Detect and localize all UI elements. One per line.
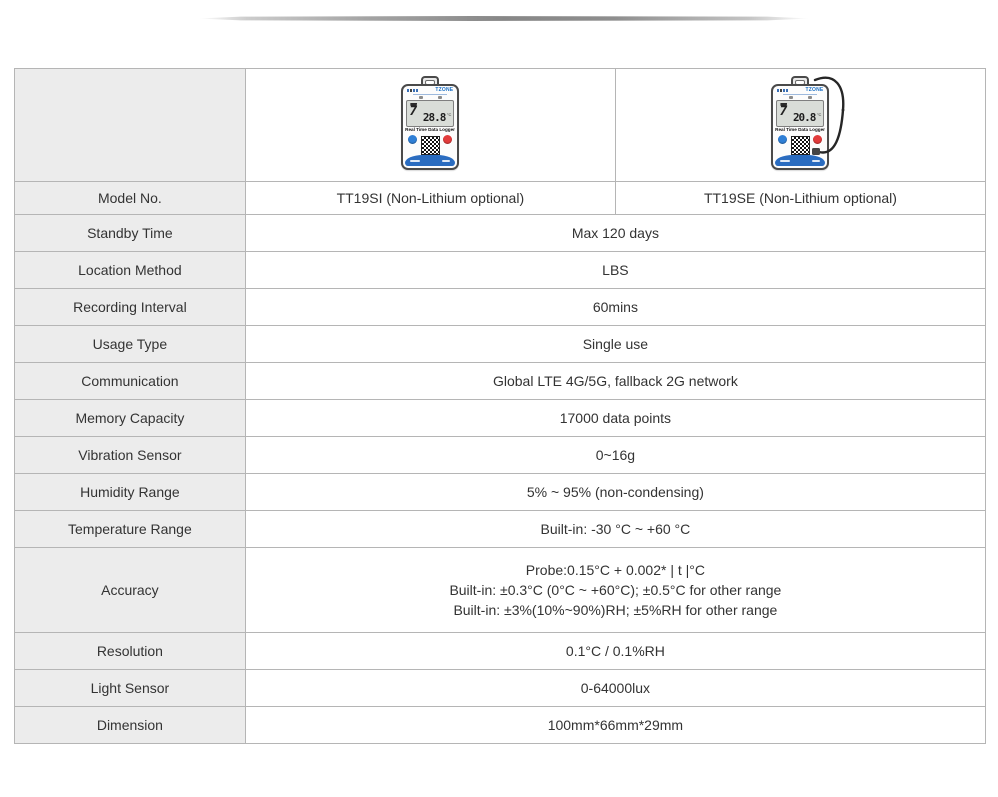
empty-header-cell <box>15 69 246 182</box>
row-label: Communication <box>15 363 246 400</box>
lcd-reading: 20.8 <box>792 111 816 124</box>
lcd-display <box>406 100 454 127</box>
spec-row <box>15 437 986 474</box>
row-value-line: Built-in: ±0.3°C (0°C ~ +60°C); ±0.5°C for other range <box>449 581 782 598</box>
row-label: Standby Time <box>15 215 246 252</box>
lcd-unit: °C <box>816 112 822 118</box>
status-icons <box>777 89 788 92</box>
bottom-label-band <box>775 155 825 166</box>
row-label: Resolution <box>15 633 246 670</box>
row-value: Built-in: -30 °C ~ +60 °C <box>245 511 985 548</box>
qr-code <box>791 136 810 155</box>
row-value: 60mins <box>245 289 985 326</box>
bottom-label-band <box>405 155 455 166</box>
row-value-line: Probe:0.15°C + 0.002* | t |°C <box>525 561 705 578</box>
row-label: Location Method <box>15 252 246 289</box>
lcd-display <box>776 100 824 127</box>
stop-button-icon <box>813 135 822 144</box>
spec-row <box>15 633 986 670</box>
row-value: 5% ~ 95% (non-condensing) <box>245 474 985 511</box>
website-line <box>413 94 447 95</box>
indicator-icons <box>773 96 827 99</box>
product-image-row <box>15 69 986 182</box>
spec-row <box>15 670 986 707</box>
spec-row <box>15 511 986 548</box>
spec-table <box>14 68 986 744</box>
lcd-day-digit: 7 <box>409 104 418 119</box>
row-label: Light Sensor <box>15 670 246 707</box>
spec-row <box>15 252 986 289</box>
row-value: TT19SE (Non-Lithium optional) <box>615 182 985 215</box>
row-value-line: Built-in: ±3%(10%~90%)RH; ±5%RH for other range <box>453 602 778 619</box>
row-label: Model No. <box>15 182 246 215</box>
spec-row <box>15 289 986 326</box>
spec-row <box>15 215 986 252</box>
device-body <box>401 84 459 170</box>
spec-row <box>15 400 986 437</box>
spec-row <box>15 363 986 400</box>
row-value: 17000 data points <box>245 400 985 437</box>
device-caption: Real Time Data Logger <box>775 127 826 133</box>
row-value: 100mm*66mm*29mm <box>245 707 985 744</box>
spec-row <box>15 326 986 363</box>
row-value: 0~16g <box>245 437 985 474</box>
row-label: Dimension <box>15 707 246 744</box>
row-value: Global LTE 4G/5G, fallback 2G network <box>245 363 985 400</box>
row-label: Usage Type <box>15 326 246 363</box>
row-label: Temperature Range <box>15 511 246 548</box>
website-line <box>783 94 817 95</box>
lcd-reading: 28.8 <box>422 111 446 124</box>
start-button-icon <box>408 135 417 144</box>
row-value: 0.1°C / 0.1%RH <box>245 633 985 670</box>
spec-row <box>15 182 986 215</box>
row-label: Memory Capacity <box>15 400 246 437</box>
lcd-day-digit: 7 <box>779 104 788 119</box>
row-value: TT19SI (Non-Lithium optional) <box>245 182 615 215</box>
row-label: Accuracy <box>15 548 246 633</box>
qr-code <box>421 136 440 155</box>
device-caption: Real Time Data Logger <box>405 127 456 133</box>
row-value <box>245 548 985 633</box>
device-image-tt19si <box>395 76 465 174</box>
row-label: Humidity Range <box>15 474 246 511</box>
top-divider-bar <box>198 16 810 21</box>
product-image-cell-tt19si <box>245 69 615 182</box>
lcd-unit: °C <box>446 112 452 118</box>
row-label: Vibration Sensor <box>15 437 246 474</box>
product-image-cell-tt19se <box>615 69 985 182</box>
row-value: LBS <box>245 252 985 289</box>
stop-button-icon <box>443 135 452 144</box>
spec-row <box>15 474 986 511</box>
device-body <box>771 84 829 170</box>
brand-logo: TZONE <box>805 87 824 93</box>
status-icons <box>407 89 418 92</box>
spec-row <box>15 548 986 633</box>
spec-row <box>15 707 986 744</box>
indicator-icons <box>403 96 457 99</box>
brand-logo: TZONE <box>435 87 454 93</box>
row-value: Max 120 days <box>245 215 985 252</box>
row-label: Recording Interval <box>15 289 246 326</box>
row-value: 0-64000lux <box>245 670 985 707</box>
start-button-icon <box>778 135 787 144</box>
row-value: Single use <box>245 326 985 363</box>
device-image-tt19se <box>765 76 835 174</box>
